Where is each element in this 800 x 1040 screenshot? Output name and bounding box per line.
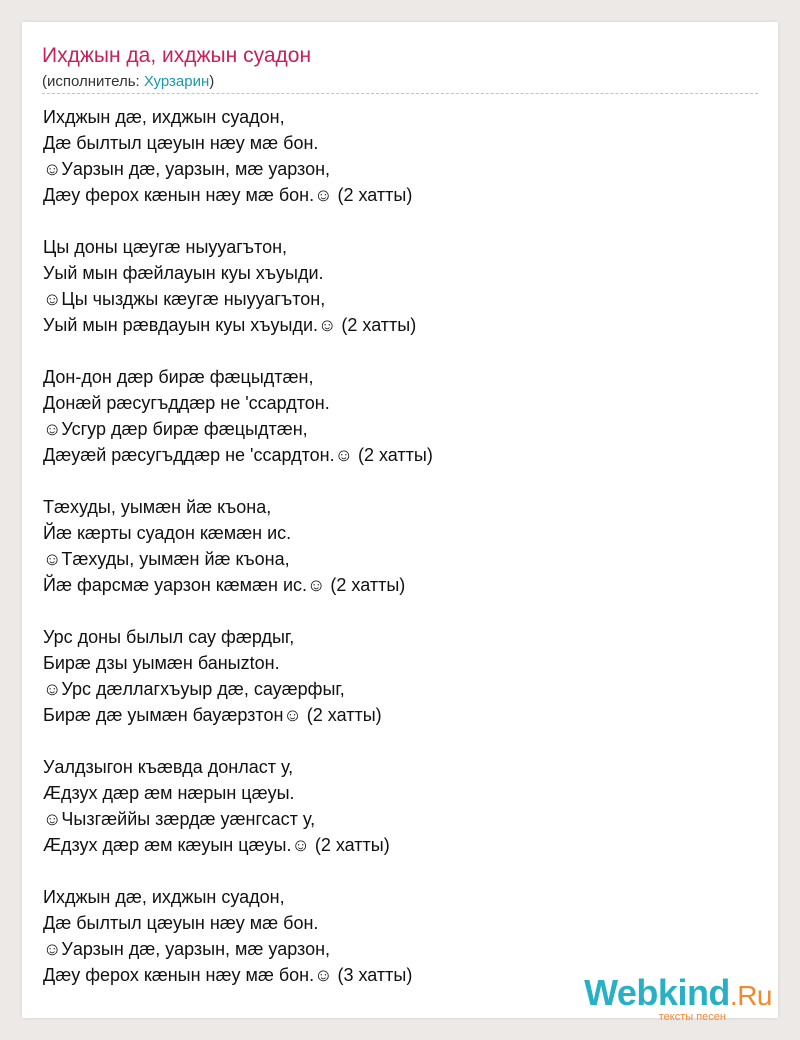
lyrics-body xyxy=(43,104,743,1014)
lyrics-stanza xyxy=(43,754,743,858)
lyrics-line: Уалдзыгон къæвда донласт у, xyxy=(43,757,294,777)
lyrics-line: ☺Уарзын дæ, уарзын, мæ уарзон, xyxy=(43,939,331,959)
artist-link[interactable]: Хурзарин xyxy=(143,73,210,90)
lyrics-stanza xyxy=(43,494,743,598)
lyrics-line: Ихджын дæ, ихджын суадон, xyxy=(43,107,285,127)
artist-suffix: ) xyxy=(209,73,215,90)
logo-name: Webkind xyxy=(584,972,730,1013)
lyrics-stanza xyxy=(43,364,743,468)
lyrics-line: Дæу ферох кæнын нæу мæ бон.☺ (2 хатты) xyxy=(43,185,413,205)
lyrics-line: Дæ былтыл цæуын нæу мæ бон. xyxy=(43,913,319,933)
lyrics-line: ☺Чызгæййы зæрдæ уæнгсаст у, xyxy=(43,809,316,829)
logo-tagline: тексты песен xyxy=(658,1011,726,1023)
artist-line xyxy=(42,73,214,90)
dashed-divider xyxy=(42,93,758,94)
lyrics-line: Ихджын дæ, ихджын суадон, xyxy=(43,887,285,907)
lyrics-line: ☺Цы чызджы кæугæ ныууагътон, xyxy=(43,289,326,309)
lyrics-line: Бирæ дæ уымæн бауæрзтон☺ (2 хатты) xyxy=(43,705,382,725)
lyrics-line: Æдзух дæр æм кæуын цæуы.☺ (2 хатты) xyxy=(43,835,390,855)
lyrics-line: ☺Уарзын дæ, уарзын, мæ уарзон, xyxy=(43,159,331,179)
lyrics-line: Æдзух дæр æм нæрын цæуы. xyxy=(43,783,295,803)
lyrics-line: Донæй рæсугъддæр не 'ссардтон. xyxy=(43,393,330,413)
lyrics-line: ☺Урс дæллагхъуыр дæ, сауæрфыг, xyxy=(43,679,345,699)
lyrics-line: Дæуæй рæсугъддæр не 'ссардтон.☺ (2 хатты) xyxy=(43,445,433,465)
lyrics-line: Дæ былтыл цæуын нæу мæ бон. xyxy=(43,133,319,153)
logo-tld: .Ru xyxy=(729,980,772,1011)
lyrics-line: Бирæ дзы уымæн баныztон. xyxy=(43,653,280,673)
lyrics-stanza xyxy=(43,104,743,208)
lyrics-stanza xyxy=(43,624,743,728)
lyrics-stanza xyxy=(43,234,743,338)
logo-wordmark xyxy=(584,974,772,1015)
lyrics-line: Уый мын рæвдауын куы хъуыди.☺ (2 хатты) xyxy=(43,315,417,335)
lyrics-line: ☺Усгур дæр бирæ фæцыдтæн, xyxy=(43,419,308,439)
lyrics-line: Йæ фарсмæ уарзон кæмæн ис.☺ (2 хатты) xyxy=(43,575,406,595)
webkind-logo[interactable] xyxy=(584,974,772,1023)
song-title: Ихджын да, ихджын суадон xyxy=(42,44,312,67)
lyrics-line: Урс доны былыл сау фæрдыг, xyxy=(43,627,295,647)
lyrics-line: ☺Тæхуды, уымæн йæ къона, xyxy=(43,549,290,569)
lyrics-line: Дон-дон дæр бирæ фæцыдтæн, xyxy=(43,367,314,387)
lyrics-line: Йæ кæрты суадон кæмæн ис. xyxy=(43,523,292,543)
lyrics-line: Дæу ферох кæнын нæу мæ бон.☺ (3 хатты) xyxy=(43,965,413,985)
lyrics-line: Цы доны цæугæ ныууагътон, xyxy=(43,237,288,257)
lyrics-line: Тæхуды, уымæн йæ къона, xyxy=(43,497,272,517)
lyrics-line: Уый мын фæйлауын куы хъуыди. xyxy=(43,263,324,283)
artist-prefix: (исполнитель: xyxy=(42,73,144,90)
